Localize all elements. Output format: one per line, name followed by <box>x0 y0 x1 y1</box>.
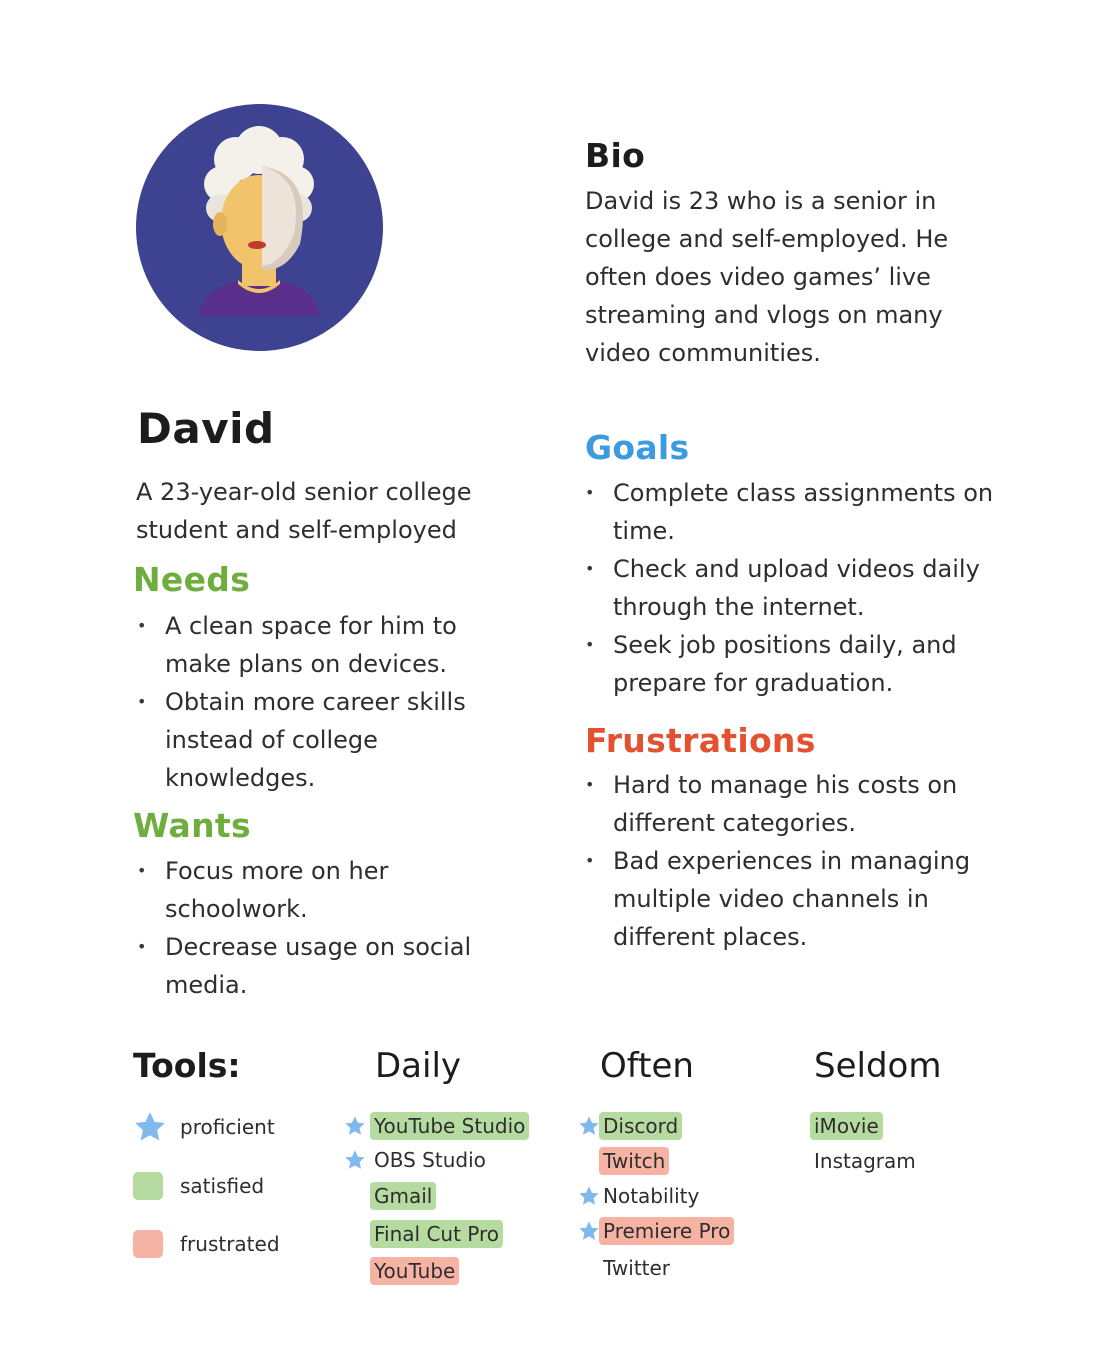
tool-item <box>578 1111 682 1141</box>
list-item: • Hard to manage his costs on different categories. <box>585 766 995 842</box>
tool-label: YouTube <box>370 1257 459 1285</box>
tools-heading: Tools: <box>133 1046 241 1085</box>
tool-label: Twitch <box>599 1147 669 1175</box>
satisfied-swatch <box>133 1172 163 1200</box>
avatar-illustration <box>136 104 383 351</box>
list-item: • Focus more on her schoolwork. <box>137 852 497 928</box>
legend-frustrated-label: frustrated <box>180 1232 280 1256</box>
list-item: • A clean space for him to make plans on devices. <box>137 607 497 683</box>
tool-item <box>578 1181 703 1211</box>
persona-subtitle: A 23-year-old senior college student and self-employed <box>136 478 472 544</box>
tool-item <box>370 1181 436 1211</box>
tool-item <box>810 1146 920 1176</box>
tool-item <box>370 1256 459 1286</box>
star-icon <box>578 1220 600 1242</box>
goals-list <box>585 474 995 702</box>
star-icon <box>133 1110 167 1144</box>
often-column-title: Often <box>600 1046 694 1086</box>
seldom-column-title: Seldom <box>814 1046 942 1086</box>
tool-item <box>599 1253 674 1283</box>
tool-label: Gmail <box>370 1182 436 1210</box>
tool-item <box>578 1216 734 1246</box>
wants-heading: Wants <box>133 806 251 845</box>
goals-heading: Goals <box>585 428 690 467</box>
legend-satisfied <box>133 1169 265 1203</box>
frustrations-heading: Frustrations <box>585 721 816 760</box>
frustrated-swatch <box>133 1230 163 1258</box>
star-icon <box>344 1149 366 1171</box>
tool-label: Notability <box>603 1184 700 1208</box>
tool-item <box>810 1111 883 1141</box>
tool-item <box>370 1219 503 1249</box>
tool-label: Discord <box>599 1112 682 1140</box>
tool-label: iMovie <box>810 1112 883 1140</box>
list-item: • Complete class assignments on time. <box>585 474 995 550</box>
star-icon <box>344 1115 366 1137</box>
list-item: • Seek job positions daily, and prepare for graduation. <box>585 626 995 702</box>
star-icon <box>578 1185 600 1207</box>
tool-label: Twitter <box>603 1256 671 1280</box>
needs-heading: Needs <box>133 560 251 599</box>
list-item: • Decrease usage on social media. <box>137 928 497 1004</box>
tool-label: Instagram <box>814 1149 916 1173</box>
list-item: • Check and upload videos daily through the internet. <box>585 550 995 626</box>
persona-avatar <box>136 104 383 351</box>
tool-label: Final Cut Pro <box>370 1220 503 1248</box>
legend-satisfied-label: satisfied <box>180 1174 265 1198</box>
star-icon <box>578 1115 600 1137</box>
frustrations-list <box>585 766 995 956</box>
tool-item <box>344 1145 490 1175</box>
legend-proficient-label: proficient <box>180 1115 275 1139</box>
needs-list <box>137 607 497 797</box>
persona-name: David <box>137 404 275 453</box>
tool-label: OBS Studio <box>374 1148 486 1172</box>
legend-proficient <box>133 1110 275 1144</box>
tool-item <box>344 1111 529 1141</box>
wants-list <box>137 852 497 1004</box>
tool-item <box>599 1146 669 1176</box>
tool-label: YouTube Studio <box>370 1112 529 1140</box>
daily-column-title: Daily <box>375 1046 462 1086</box>
legend-frustrated <box>133 1227 280 1261</box>
bio-heading: Bio <box>585 136 646 175</box>
list-item: • Obtain more career skills instead of college knowledges. <box>137 683 497 797</box>
list-item: • Bad experiences in managing multiple video channels in different places. <box>585 842 995 956</box>
tool-label: Premiere Pro <box>599 1217 734 1245</box>
bio-text: David is 23 who is a senior in college and self-employed. He often does video games’ live streaming and vlogs on many video communities. <box>585 187 949 367</box>
